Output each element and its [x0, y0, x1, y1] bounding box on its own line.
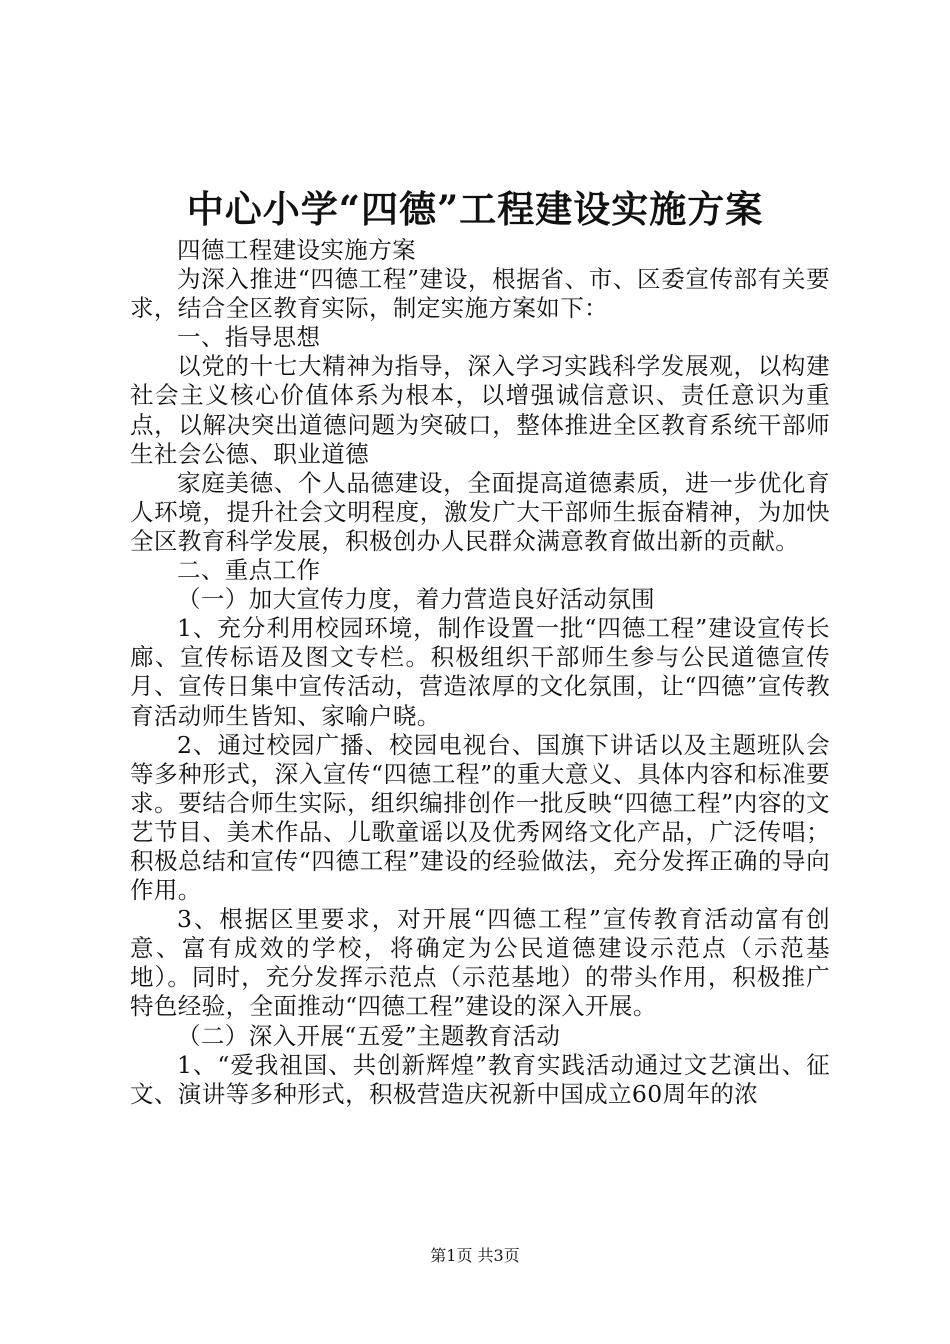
subsection-heading-five-loves: （二）深入开展“五爱”主题教育活动 [177, 1021, 561, 1050]
paragraph-item-3: 3、根据区里要求，对开展“四德工程”宣传教育活动富有创意、富有成效的学校，将确定为公民道德建设示范点（示范基地）。同时，充分发挥示范点（示范基地）的带头作用，积极推广特色经验，全面推动“四德工程”建设的深入开展。 [130, 905, 830, 1021]
paragraph-guiding-ideology: 以党的十七大精神为指导，深入学习实践科学发展观，以构建社会主义核心价值体系为根本，以增强诚信意识、责任意识为重点，以解决突出道德问题为突破口，整体推进全区教育系统干部师生社会公德、职业道德 [130, 352, 830, 468]
paragraph-item-2: 2、通过校园广播、校园电视台、国旗下讲话以及主题班队会等多种形式，深入宣传“四德工程”的重大意义、具体内容和标准要求。要结合师生实际，组织编排创作一批反映“四德工程”内容的文艺节目、美术作品、儿歌童谣以及优秀网络文化产品，广泛传唱；积极总结和宣传“四德工程”建设的经验做法，充分发挥正确的导向作用。 [130, 730, 830, 905]
paragraph-intro: 为深入推进“四德工程”建设，根据省、市、区委宣传部有关要求，结合全区教育实际，制定实施方案如下： [130, 265, 830, 323]
paragraph-family-virtue: 家庭美德、个人品德建设，全面提高道德素质，进一步优化育人环境，提升社会文明程度，激发广大干部师生振奋精神，为加快全区教育科学发展，积极创办人民群众满意教育做出新的贡献。 [130, 468, 830, 555]
document-title: 中心小学“四德”工程建设实施方案 [186, 187, 764, 231]
paragraph-subtitle: 四德工程建设实施方案 [177, 236, 416, 264]
section-heading-key-work: 二、重点工作 [177, 556, 321, 585]
paragraph-item-1: 1、充分利用校园环境，制作设置一批“四德工程”建设宣传长廊、宣传标语及图文专栏。积极组织干部师生参与公民道德宣传月、宣传日集中宣传活动，营造浓厚的文化氛围，让“四德”宣传教育活动师生皆知、家喻户晓。 [130, 614, 830, 730]
section-heading-guiding-ideology: 一、指导思想 [177, 323, 321, 352]
document-body [130, 236, 830, 1109]
paragraph-five-loves-item-1: 1、“爱我祖国、共创新辉煌”教育实践活动通过文艺演出、征文、演讲等多种形式，积极营造庆祝新中国成立60周年的浓 [130, 1050, 830, 1108]
subsection-heading-publicity: （一）加大宣传力度，着力营造良好活动氛围 [177, 585, 655, 614]
page-footer: 第1页 共3页 [430, 1246, 520, 1265]
